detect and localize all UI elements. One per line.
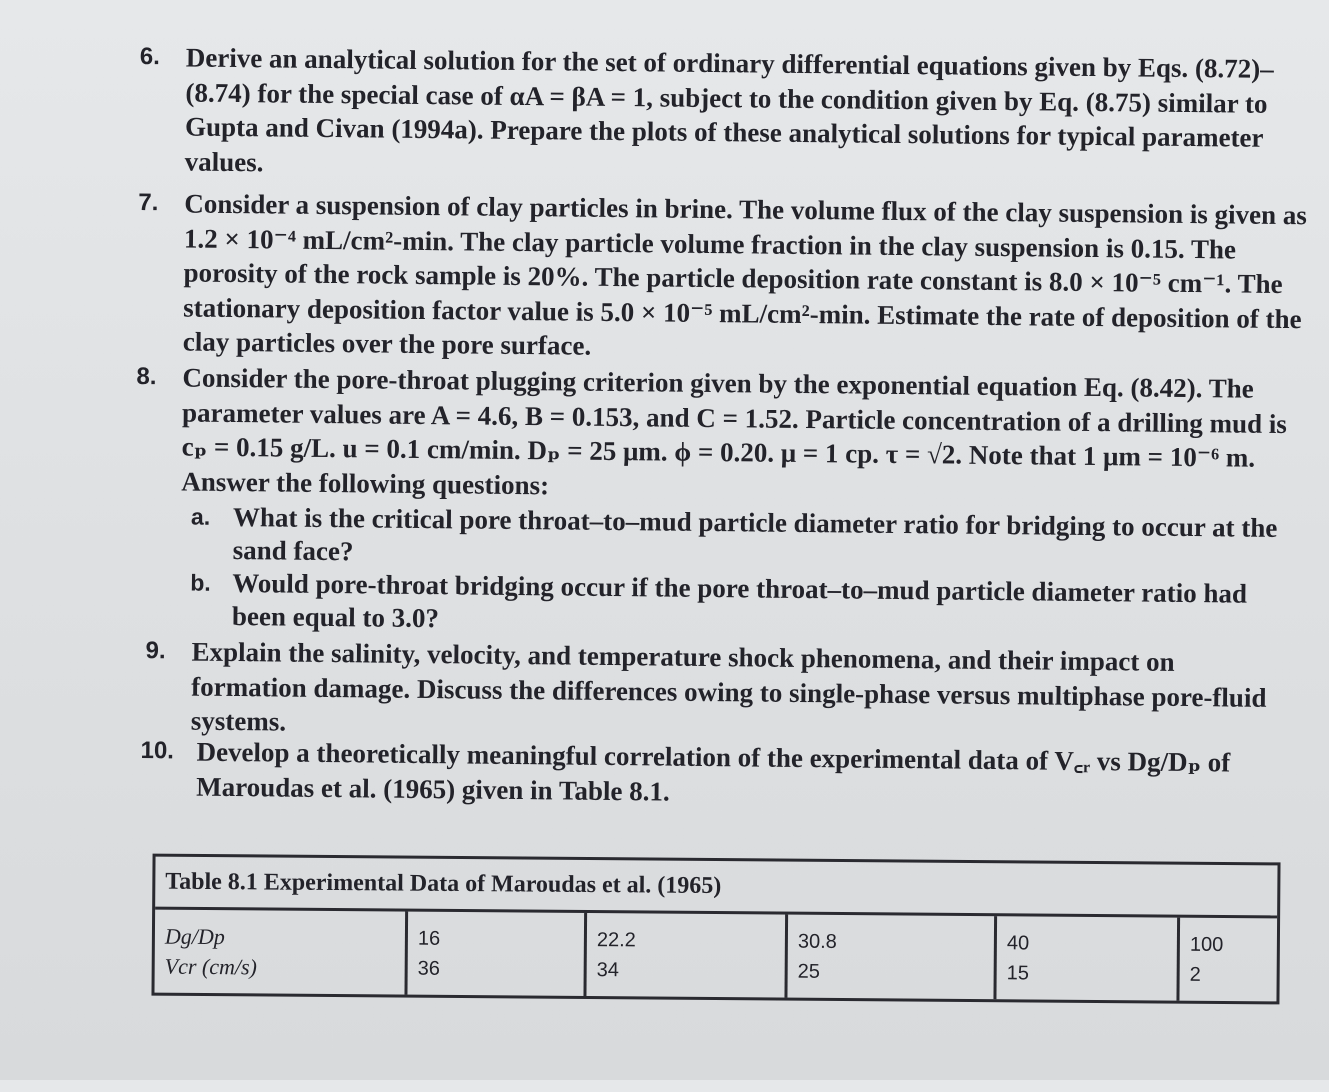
subquestion-letter: b.: [190, 569, 211, 596]
subquestion-text: What is the critical pore throat–to–mud particle diameter ratio for bridging to occur at the sand face?: [232, 502, 1278, 567]
table-row-labels: [154, 910, 405, 998]
table-caption: Table 8.1 Experimental Data of Maroudas et al. (1965): [165, 868, 722, 900]
question-number: 8.: [136, 362, 157, 391]
table-column: [407, 912, 584, 999]
question-7: [137, 186, 1309, 371]
row-label-vcr: Vcr (cm/s): [164, 953, 258, 980]
question-text: Derive an analytical solution for the set of ordinary differential equations given by Eqs. (8.72)–(8.74) for the special case of αA = βA = 1, subject to the condition given by Eq. (8.75) similar to Gupta and Civan (1994a). Prepare the plots of these analytical solutions for typical parameter values.: [184, 42, 1274, 177]
question-text: Develop a theoretically meaningful correlation of the experimental data of V꜀ᵣ vs Dg/Dₚ of Maroudas et al. (1965) given in Table 8.1.: [196, 736, 1231, 807]
question-number: 9.: [145, 637, 166, 665]
question-text: Explain the salinity, velocity, and temperature shock phenomena, and their impact on formation damage. Discuss the differences owing to single-phase versus multiphase pore-fluid systems.: [190, 636, 1267, 737]
question-8b: [190, 567, 1301, 645]
table-cell: 40: [1006, 932, 1030, 955]
question-number: 7.: [138, 188, 159, 217]
table-column: [586, 913, 785, 1001]
question-text: Consider a suspension of clay particles in brine. The volume flux of the clay suspension is given as 1.2 × 10⁻⁴ mL/cm²-min. The clay particle volume fraction in the clay suspension is 0.15. The porosity of the rock sample is 20%. The particle deposition rate constant is 8.0 × 10⁻⁵ cm⁻¹. The stationary deposition factor value is 5.0 × 10⁻⁵ mL/cm²-min. Estimate the rate of deposition of the clay particles over the pore surface.: [182, 188, 1308, 361]
table-cell: 100: [1189, 933, 1224, 956]
question-6: [139, 40, 1310, 190]
table-column: [996, 916, 1177, 1003]
question-8a: [190, 501, 1301, 579]
table-cell: 34: [596, 959, 620, 982]
table-cell: 25: [797, 960, 821, 983]
data-table: [151, 854, 1280, 1005]
question-10: [140, 734, 1271, 815]
table-cell: 30.8: [797, 930, 837, 953]
question-number: 10.: [140, 737, 175, 765]
question-text: Consider the pore-throat plugging criterion given by the exponential equation Eq. (8.42). The parameter values are A = 4.6, B = 0.153, and C = 1.52. Particle concentration of a drilling mud is cₚ = 0.15 g/L. u = 0.1 cm/min. Dₚ = 25 μm. ϕ = 0.20. μ = 1 cp. τ = √2. Note that 1 μm = 10⁻⁶ m. Answer the following questions:: [181, 362, 1288, 500]
table-column: [1179, 918, 1277, 1005]
table-cell: 36: [417, 957, 441, 980]
table-column: [787, 915, 994, 1003]
question-number: 6.: [139, 42, 160, 71]
table-cell: 16: [417, 927, 441, 950]
question-9: [145, 634, 1296, 750]
table-cell: 2: [1189, 963, 1201, 986]
question-8: [135, 360, 1306, 510]
subquestion-text: Would pore-throat bridging occur if the pore throat–to–mud particle diameter ratio had been equal to 3.0?: [231, 567, 1248, 634]
subquestion-letter: a.: [190, 503, 211, 530]
table-cell: 22.2: [596, 929, 636, 952]
row-label-dg-dp: Dg/Dp: [164, 923, 225, 950]
table-cell: 15: [1006, 962, 1029, 985]
